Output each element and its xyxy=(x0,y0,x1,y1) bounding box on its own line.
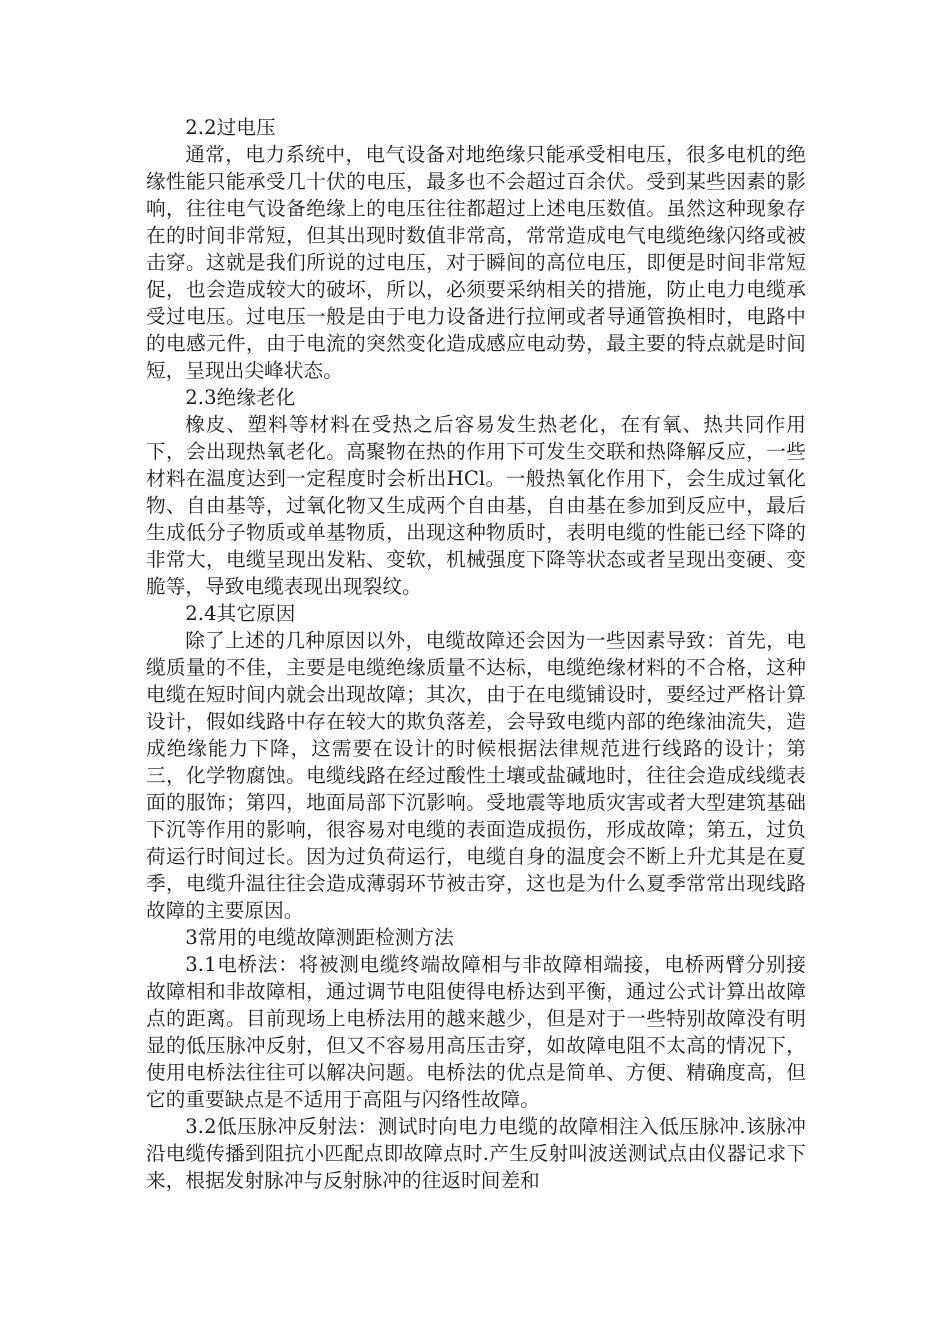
section-heading-insulation-aging: 2.3绝缘老化 xyxy=(185,386,296,409)
document-page xyxy=(146,114,806,1194)
paragraph-insulation-aging: 橡皮、塑料等材料在受热之后容易发生热老化，在有氧、热共同作用下，会出现热氧老化。高聚物在热的作用下可发生交联和热降解反应，一些材料在温度达到一定程度时会析出HCl。一般热氧化作用下，会生成过氧化物、自由基等，过氧化物又生成两个自由基，自由基在参加到反应中，最后生成低分子物质或单基物质，出现这种物质时，表明电缆的性能已经下降的非常大，电缆呈现出发粘、变软，机械强度下降等状态或者呈现出变硬、变脆等，导致电缆表现出现裂纹。 xyxy=(146,413,806,598)
paragraph-other-causes: 除了上述的几种原因以外，电缆故障还会因为一些因素导致：首先，电缆质量的不佳，主要是电缆绝缘质量不达标，电缆绝缘材料的不合格，这种电缆在短时间内就会出现故障；其次，由于在电缆铺设时，要经过严格计算设计，假如线路中存在较大的欺负落差，会导致电缆内部的绝缘油流失，造成绝缘能力下降，这需要在设计的时候根据法律规范进行线路的设计；第三，化学物腐蚀。电缆线路在经过酸性土壤或盐碱地时，往往会造成线缆表面的服饰；第四，地面局部下沉影响。受地震等地质灾害或者大型建筑基础下沉等作用的影响，很容易对电缆的表面造成损伤，形成故障；第五，过负荷运行时间过长。因为过负荷运行，电缆自身的温度会不断上升尤其是在夏季，电缆升温往往会造成薄弱环节被击穿，这也是为什么夏季常常出现线路故障的主要原因。 xyxy=(146,629,806,922)
paragraph-bridge-method: 3.1电桥法：将被测电缆终端故障相与非故障相端接，电桥两臂分别接故障相和非故障相，通过调节电阻使得电桥达到平衡，通过公式计算出故障点的距离。目前现场上电桥法用的越来越少，但是对于一些特别故障没有明显的低压脉冲反射，但又不容易用高压击穿，如故障电阻不太高的情况下，使用电桥法往往可以解决问题。电桥法的优点是简单、方便、精确度高，但它的重要缺点是不适用于高阻与闪络性故障。 xyxy=(146,953,806,1111)
section-heading-other-causes: 2.4其它原因 xyxy=(185,602,296,625)
section-heading-detection-methods: 3常用的电缆故障测距检测方法 xyxy=(185,926,454,949)
paragraph-overvoltage: 通常，电力系统中，电气设备对地绝缘只能承受相电压，很多电机的绝缘性能只能承受几十伏的电压，最多也不会超过百余伏。受到某些因素的影响，往往电气设备绝缘上的电压往往都超过上述电压数值。虽然这种现象存在的时间非常短，但其出现时数值非常高，常常造成电气电缆绝缘闪络或被击穿。这就是我们所说的过电压，对于瞬间的高位电压，即便是时间非常短促，也会造成较大的破坏，所以，必须要采纳相关的措施，防止电力电缆承受过电压。过电压一般是由于电力设备进行拉闸或者导通管换相时，电路中的电感元件，由于电流的突然变化造成感应电动势，最主要的特点就是时间短，呈现出尖峰状态。 xyxy=(146,143,806,382)
section-heading-overvoltage: 2.2过电压 xyxy=(185,116,276,139)
paragraph-low-voltage-pulse-method: 3.2低压脉冲反射法：测试时向电力电缆的故障相注入低压脉冲.该脉冲沿电缆传播到阻抗小匹配点即故障点时.产生反射叫波送测试点由仪器记求下来，根据发射脉冲与反射脉冲的往返时间差和 xyxy=(146,1115,806,1192)
